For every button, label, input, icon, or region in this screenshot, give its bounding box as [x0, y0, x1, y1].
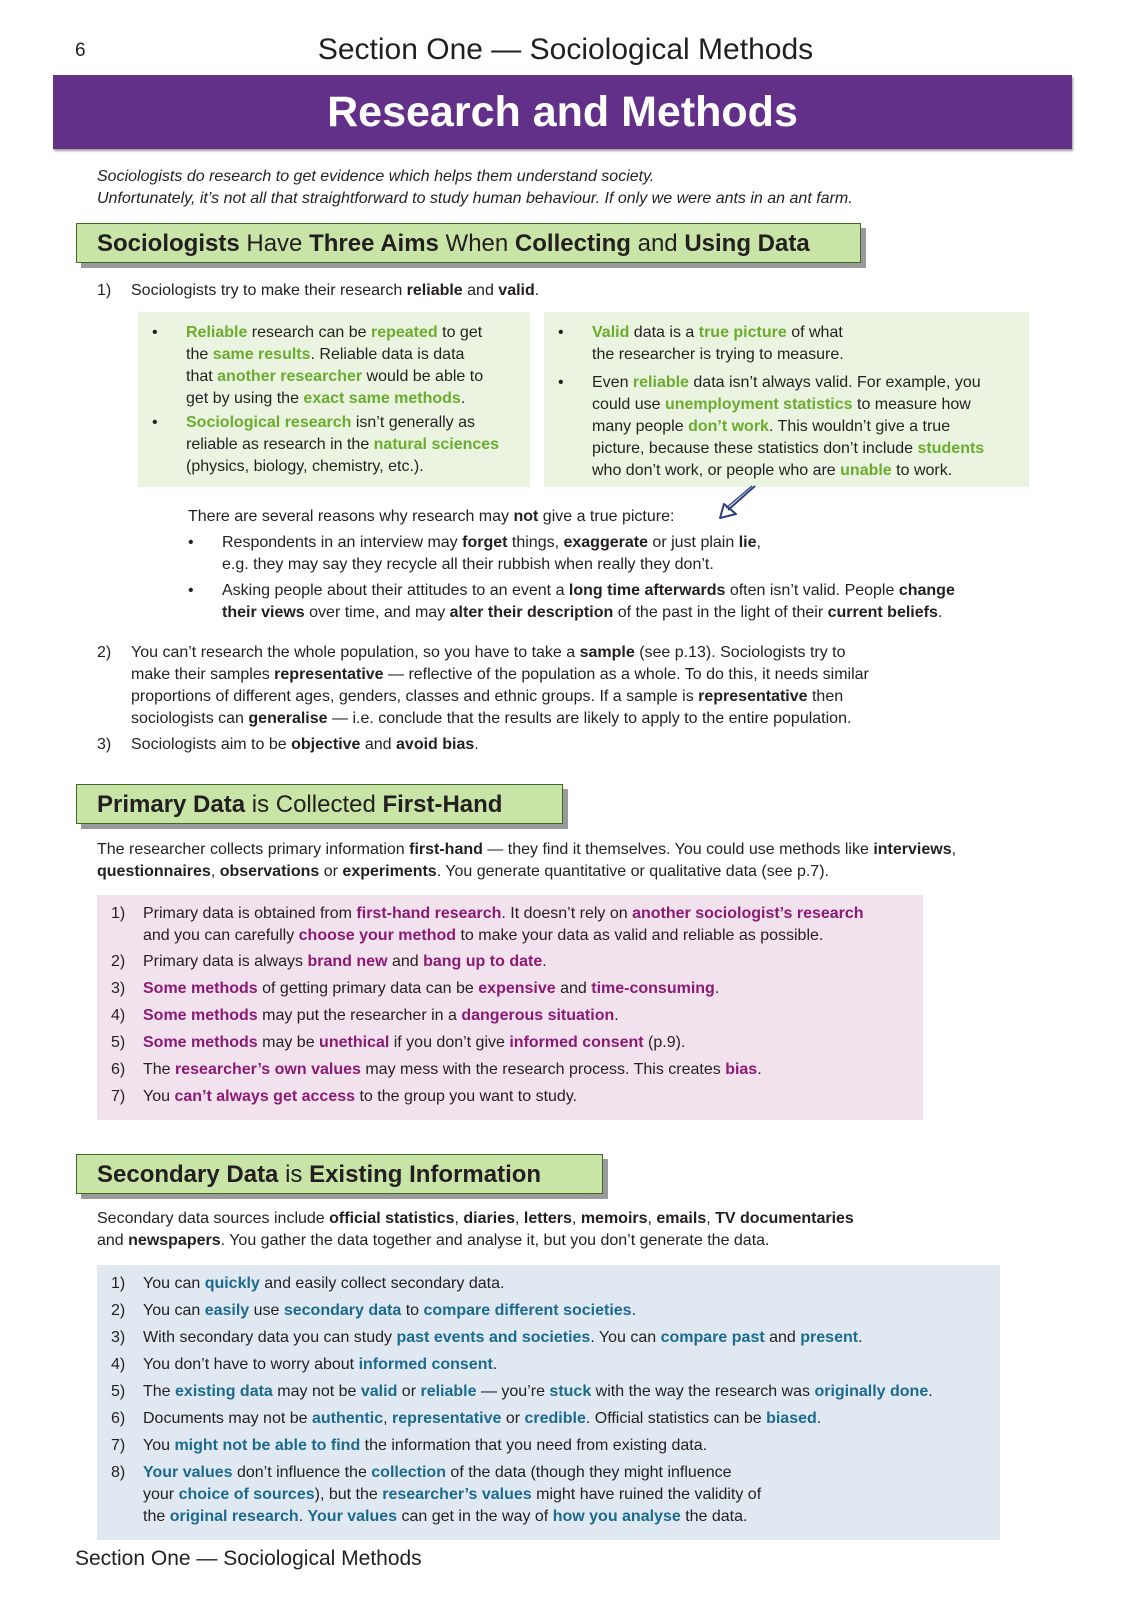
- intro-text: [97, 166, 1077, 210]
- valid-box: • Valid data is a true picture of what the researcher is trying to measure. • Even reliable data isn’t always valid. For example, you could use unemployment statistics to measure how many people don’t work. This wouldn’t give a true picture, because these statistics don’t include students who don’t work, or people who are unable to work.: [544, 312, 1029, 487]
- section-heading-secondary: Secondary Data is Existing Information: [76, 1154, 603, 1194]
- secondary-intro: Secondary data sources include official statistics, diaries, letters, memoirs, emails, TV documentaries and newspapers. You gather the data together and analyse it, but you don’t generate the data.: [97, 1210, 854, 1249]
- secondary-data-box: 1) You can quickly and easily collect secondary data. 2) You can easily use secondary data to compare different societies. 3) With secondary data you can study past events and societies. You can compare past and present. 4) You don’t have to worry about informed consent. 5) The existing data may not be valid or reliable — you’re stuck with the way the research was originally done. 6) Documents may not be authentic, representative or credible. Official statistics can be biased. 7) You might not be able to find the information that you need from existing data. 8) Your values don’t influence the collection of the data (though they might influence your choice of sources), but the researcher’s values might have ruined the validity of the original research. Your values can get in the way of how you analyse the data.: [97, 1265, 1000, 1540]
- page-footer: Section One — Sociological Methods: [75, 1547, 422, 1570]
- primary-data-box: 1) Primary data is obtained from first-hand research. It doesn’t rely on another sociologist’s research and you can carefully choose your method to make your data as valid and reliable as possible. 2) Primary data is always brand new and bang up to date. 3) Some methods of getting primary data can be expensive and time-consuming. 4) Some methods may put the researcher in a dangerous situation. 5) Some methods may be unethical if you don’t give informed consent (p.9). 6) The researcher’s own values may mess with the research process. This creates bias. 7) You can’t always get access to the group you want to study.: [97, 895, 923, 1120]
- page-number: 6: [75, 40, 86, 61]
- intro-line: Sociologists do research to get evidence which helps them understand society.: [97, 168, 655, 185]
- section-heading-primary: Primary Data is Collected First-Hand: [76, 784, 563, 824]
- reliable-box: • Reliable research can be repeated to get the same results. Reliable data is data that another researcher would be able to get by using the exact same methods. • Sociological research isn’t generally as reliable as research in the natural sciences (physics, biology, chemistry, etc.).: [138, 312, 530, 487]
- section-heading-aims: Sociologists Have Three Aims When Collecting and Using Data: [76, 223, 861, 263]
- pencil-arrow-icon: [718, 484, 758, 522]
- reasons-intro: There are several reasons why research may not give a true picture:: [188, 508, 675, 525]
- page-title: Research and Methods: [53, 75, 1072, 149]
- primary-intro: The researcher collects primary information first-hand — they find it themselves. You could use methods like interviews, questionnaires, observations or experiments. You generate quantitative or qualitative data (see p.7).: [97, 841, 957, 880]
- intro-line: Unfortunately, it’s not all that straightforward to study human behaviour. If only we were ants in an ant farm.: [97, 190, 853, 207]
- section-header: Section One — Sociological Methods: [317, 33, 814, 66]
